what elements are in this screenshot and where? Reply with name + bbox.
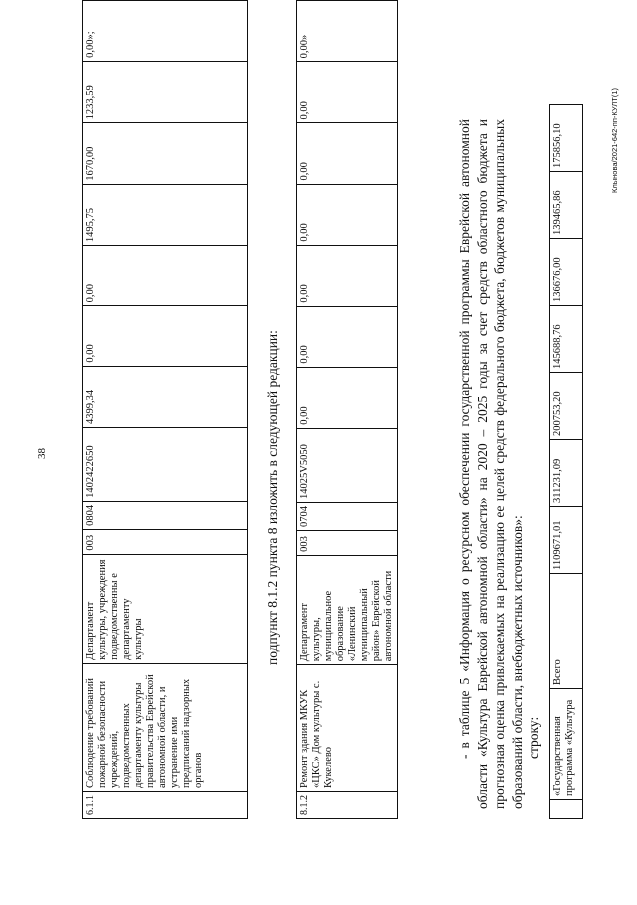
value-cell: 175856,10 xyxy=(550,105,583,172)
csr-code: 14025V5050 xyxy=(297,428,398,502)
value-cell: 4399,34 xyxy=(83,366,248,427)
program-table-repair xyxy=(296,0,398,819)
program-table-fire-safety xyxy=(82,0,248,819)
row-number: 6.1.1 xyxy=(83,792,248,819)
grbs-code: 003 xyxy=(297,531,398,556)
resource-table-row xyxy=(549,104,583,819)
value-cell: 0,00 xyxy=(83,246,248,306)
value-cell: 136676,00 xyxy=(550,239,583,306)
value-cell: 200753,20 xyxy=(550,373,583,440)
value-cell: 1109671,01 xyxy=(550,507,583,574)
value-cell: 0,00 xyxy=(297,62,398,123)
table-row xyxy=(297,1,398,819)
executor: Департамент культуры, муниципальное образование «Ленинский муниципальный район» Еврейской автономной области xyxy=(297,555,398,664)
csr-code: 1402422650 xyxy=(83,427,248,501)
value-cell: 145688,76 xyxy=(550,306,583,373)
table5-paragraph xyxy=(456,119,526,809)
value-cell: 0,00»; xyxy=(83,1,248,62)
value-cell: 1495,75 xyxy=(83,184,248,245)
grbs-code: 003 xyxy=(83,529,248,554)
executor: Департамент культуры, учреждения подведомственны е департаменту культуры xyxy=(83,554,248,663)
rzpr-code: 0704 xyxy=(297,503,398,531)
value-cell: 0,00 xyxy=(297,184,398,245)
footer-reference: Клынова/2021-642-пп-КУЛТ(1) xyxy=(610,87,619,193)
instruction-text: подпункт 8.1.2 пункта 8 изложить в следующей редакции: xyxy=(265,330,280,665)
measure-name: Соблюдение требований пожарной безопасности учреждений, подведомственных департаменту культуры правительства Еврейской автономной области, и устранение ими предписаний надзорных органов xyxy=(83,663,248,791)
stroku-label: строку: xyxy=(526,716,541,759)
value-cell: 139465,86 xyxy=(550,172,583,239)
value-cell: 311231,09 xyxy=(550,440,583,507)
empty-cell xyxy=(550,800,583,819)
row-number: 8.1.2 xyxy=(297,792,398,819)
value-cell: 0,00 xyxy=(297,123,398,184)
value-cell: 0,00» xyxy=(297,1,398,62)
table-row xyxy=(83,1,248,819)
table-row xyxy=(550,105,583,819)
page-number: 38 xyxy=(36,448,48,459)
value-cell: 1670,00 xyxy=(83,123,248,184)
paragraph-text: - в таблице 5 «Информация о ресурсном обеспечении государственной программы Еврейской автономной области «Культура Еврейской автономной области» на 2020 – 2025 годы за счет средств областного бюджета и прогнозная оценка привлекаемых на реализацию ее целей средств федерального бюджета, бюджетов муниципальных образований области, внебюджетных источников»: xyxy=(457,119,525,809)
rzpr-code: 0804 xyxy=(83,501,248,529)
program-name: «Государственная программа «Культура xyxy=(550,689,583,800)
value-cell: 0,00 xyxy=(297,367,398,428)
source-cell: Всего xyxy=(550,574,583,689)
value-cell: 0,00 xyxy=(297,306,398,367)
measure-name: Ремонт здания МКУК «ЦКС» Дом культуры с. Кукелево xyxy=(297,665,398,792)
value-cell: 0,00 xyxy=(83,306,248,366)
value-cell: 0,00 xyxy=(297,245,398,306)
value-cell: 1233,59 xyxy=(83,61,248,122)
